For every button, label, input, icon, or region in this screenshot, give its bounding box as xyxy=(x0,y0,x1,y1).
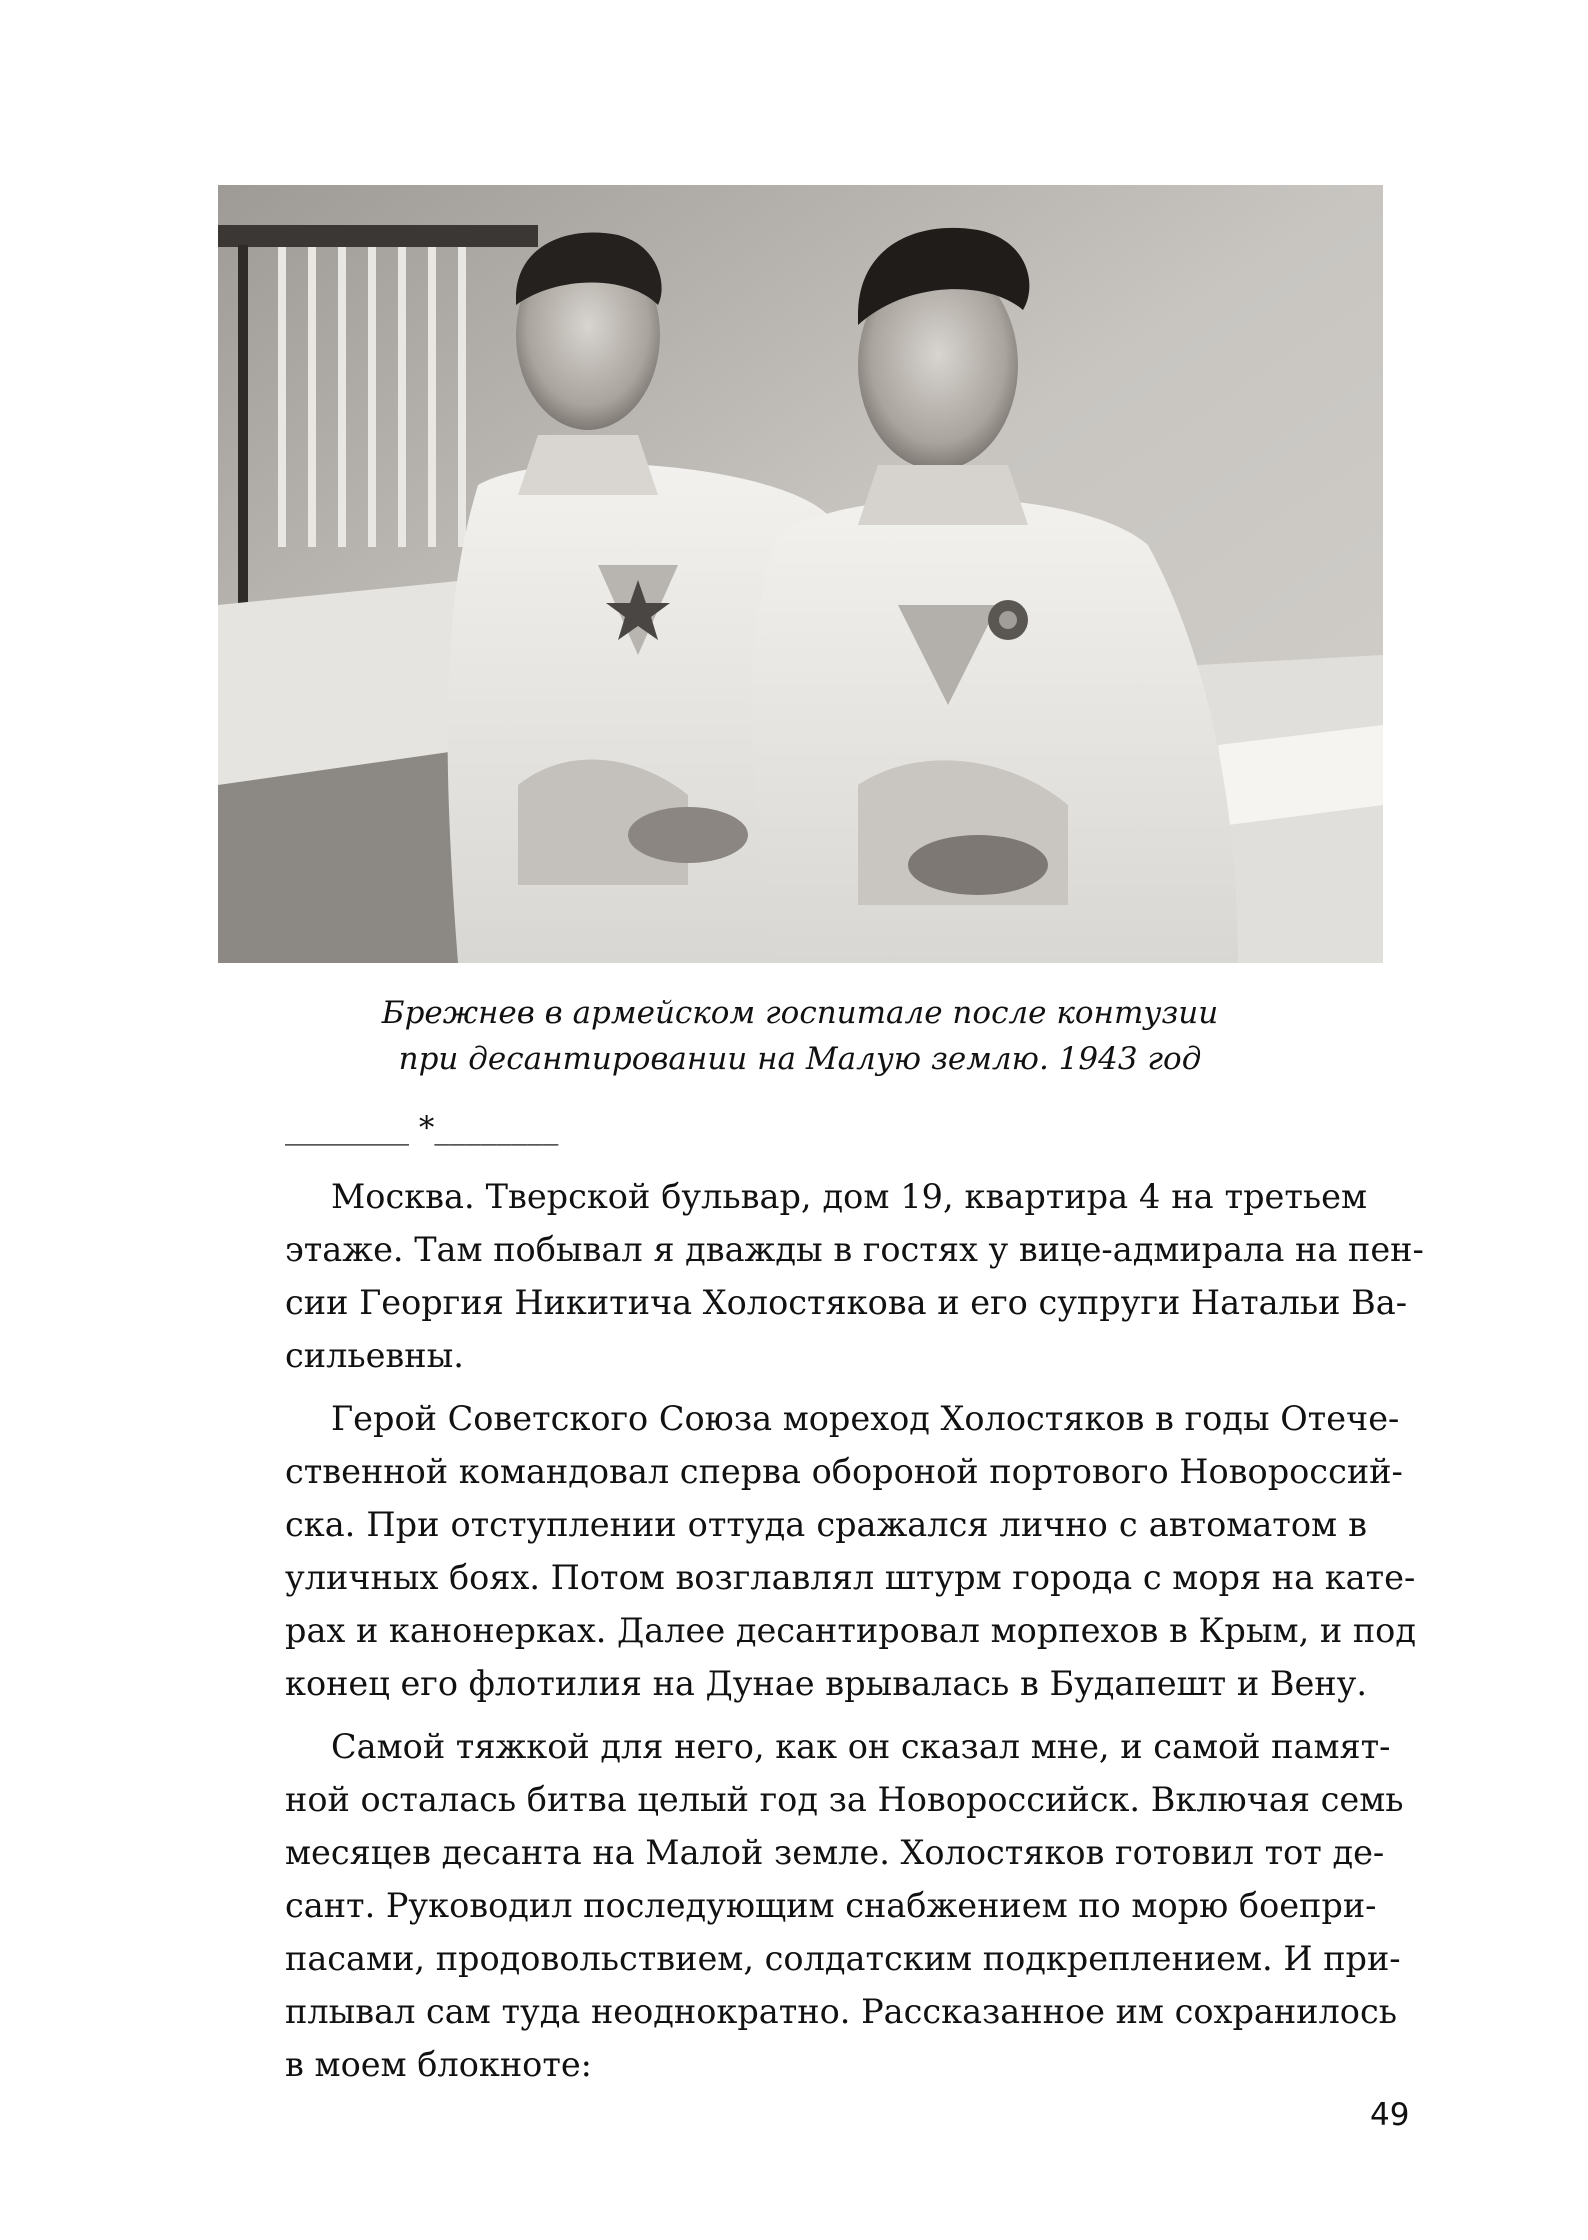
page-number: 49 xyxy=(1370,2097,1410,2133)
text-line: плывал сам туда неоднократно. Рассказанное им сохранилось xyxy=(285,1992,1397,2031)
caption-line: при десантировании на Малую землю. 1943 год xyxy=(398,1041,1202,1077)
body-text xyxy=(285,1170,1424,2101)
text-line: пасами, продовольствием, солдатским подкреплением. И при- xyxy=(285,1939,1401,1978)
text-line: Москва. Тверской бульвар, дом 19, квартира 4 на третьем xyxy=(331,1177,1367,1216)
section-separator: ________ *________ xyxy=(285,1110,559,1146)
text-line: в моем блокноте: xyxy=(285,2045,592,2084)
text-line: конец его флотилия на Дунае врывалась в Будапешт и Вену. xyxy=(285,1664,1367,1703)
photo-image xyxy=(218,185,1383,963)
text-line: сии Георгия Никитича Холостякова и его супруги Натальи Ва- xyxy=(285,1283,1408,1322)
text-line: ственной командовал сперва обороной портового Новороссий- xyxy=(285,1452,1403,1491)
text-line: сант. Руководил последующим снабжением по морю боепри- xyxy=(285,1886,1377,1925)
text-line: уличных боях. Потом возглавлял штурм города с моря на кате- xyxy=(285,1558,1416,1597)
paragraph xyxy=(285,1392,1416,1710)
text-line: ной осталась битва целый год за Новороссийск. Включая семь xyxy=(285,1780,1404,1819)
photo-two-men-hospital xyxy=(218,185,1383,963)
text-line: сильевны. xyxy=(285,1336,464,1375)
text-line: этаже. Там побывал я дважды в гостях у вице-адмирала на пен- xyxy=(285,1230,1424,1269)
paragraph xyxy=(285,1720,1404,2091)
paragraph xyxy=(285,1170,1424,1382)
text-line: месяцев десанта на Малой земле. Холостяков готовил тот де- xyxy=(285,1833,1385,1872)
text-line: рах и канонерках. Далее десантировал морпехов в Крым, и под xyxy=(285,1611,1416,1650)
photo-caption xyxy=(240,990,1360,1082)
caption-line: Брежнев в армейском госпитале после контузии xyxy=(381,995,1219,1031)
text-line: ска. При отступлении оттуда сражался лично с автоматом в xyxy=(285,1505,1367,1544)
text-line: Герой Советского Союза мореход Холостяков в годы Отече- xyxy=(331,1399,1400,1438)
text-line: Самой тяжкой для него, как он сказал мне, и самой памят- xyxy=(331,1727,1391,1766)
